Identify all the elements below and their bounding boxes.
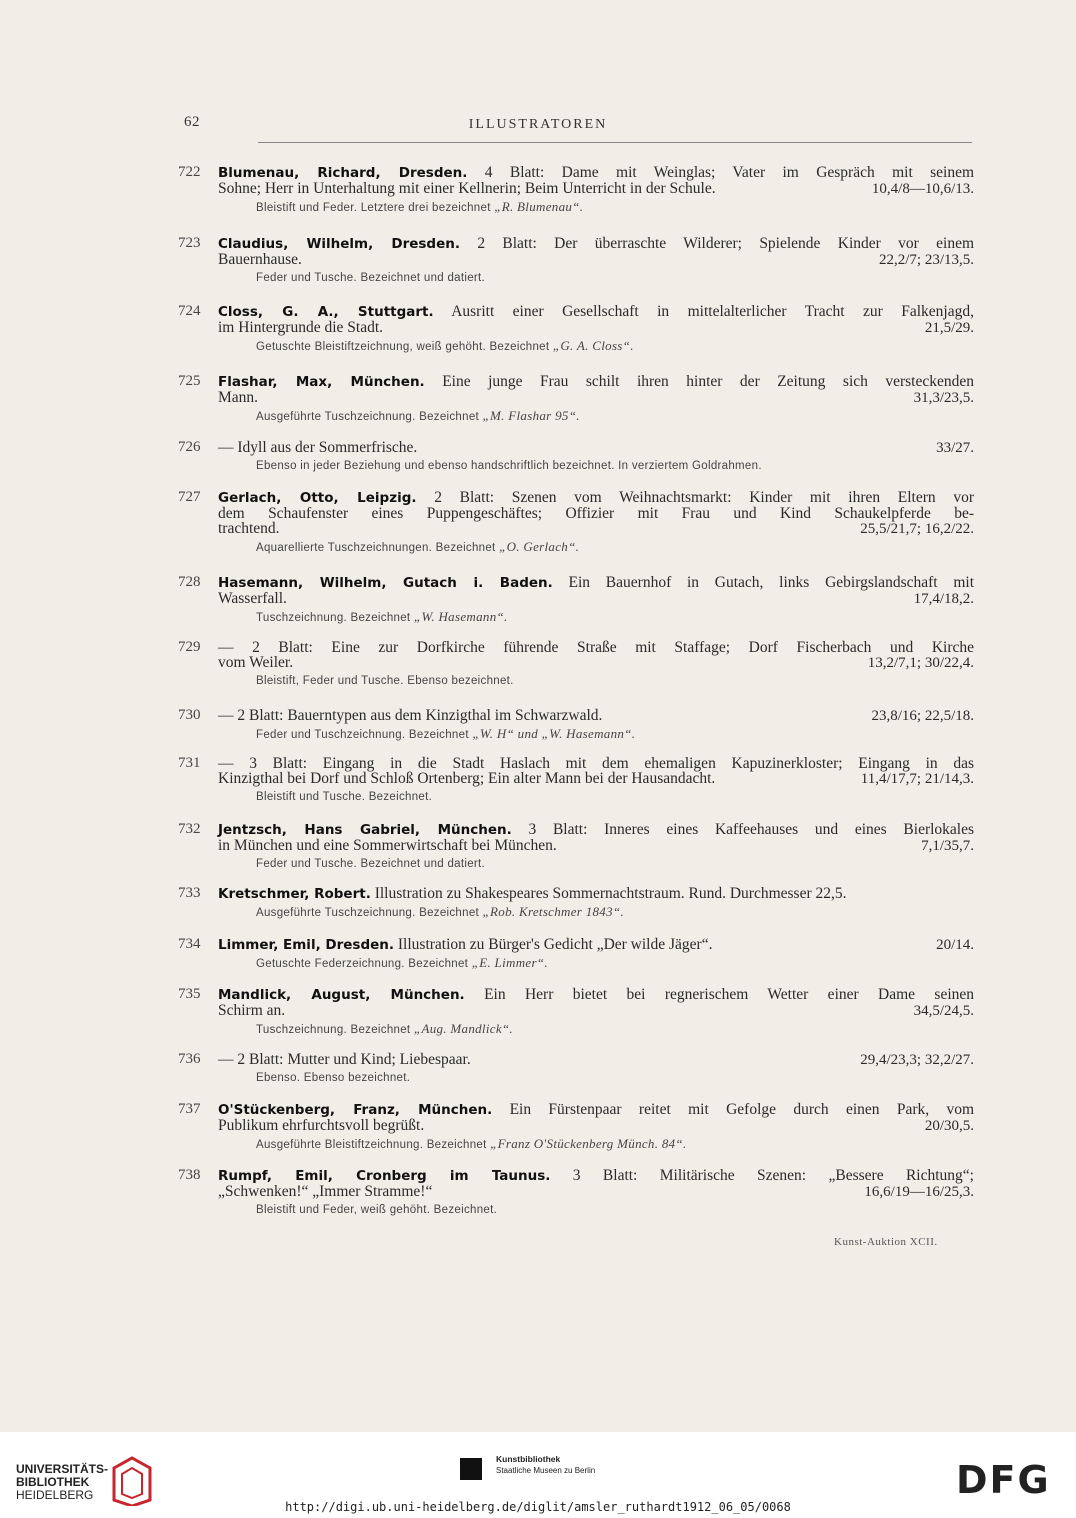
kunstbibliothek-logo-icon: [460, 1458, 482, 1480]
entry-text: [218, 655, 293, 670]
entry-text: [218, 1184, 432, 1199]
technique-note: [218, 409, 974, 424]
catalog-entry: [178, 708, 974, 742]
catalog-entry: [178, 374, 974, 424]
dimensions: 7,1/35,7.: [921, 838, 974, 854]
entry-text: [218, 1003, 285, 1018]
catalog-entry: [178, 886, 974, 920]
note-text: Ausgeführte Bleistiftzeichnung. Bezeichnet: [256, 1139, 487, 1151]
description-text: 3 Blatt: Inneres eines Kaffeehauses und eines Bierlokales: [528, 821, 975, 838]
description-text: 2 Blatt: Szenen vom Weihnachtsmarkt: Kinder mit ihren Eltern vor: [434, 489, 974, 506]
description-text: trachtend.: [218, 520, 280, 537]
entry-number: 725: [178, 373, 201, 389]
entry-line: [218, 575, 974, 591]
entry-number: 723: [178, 235, 201, 251]
entry-body: [218, 304, 974, 354]
catalog-entry: [178, 756, 974, 804]
entry-body: [218, 1168, 974, 1217]
dimensions: 20/30,5.: [924, 1118, 974, 1134]
description-text: Kinzigthal bei Dorf und Schloß Ortenberg; Ein alter Mann bei der Hausandacht.: [218, 770, 716, 787]
entry-line: [218, 181, 974, 197]
note-text: Getuschte Bleistiftzeichnung, weiß gehöht. Bezeichnet: [256, 341, 550, 353]
entry-number: 730: [178, 707, 201, 723]
entry-body: [218, 1052, 974, 1085]
artist-name: Jentzsch, Hans Gabriel, München.: [218, 822, 512, 838]
description-text: im Hintergrunde die Stadt.: [218, 319, 384, 336]
description-text: Sohne; Herr in Unterhaltung mit einer Kellnerin; Beim Unterricht in der Schule.: [218, 180, 716, 197]
dimensions: 16,6/19—16/25,3.: [864, 1184, 974, 1200]
dfg-logo[interactable]: DFG: [956, 1458, 1051, 1502]
technique-note: [218, 271, 974, 285]
signature-text: „Rob. Kretschmer 1843“.: [482, 904, 624, 919]
running-title: ILLUSTRATOREN: [468, 117, 608, 132]
description-text: in München und eine Sommerwirtschaft bei München.: [218, 837, 557, 854]
description-text: Ein Herr bietet bei regnerischem Wetter einer Dame seinen: [484, 986, 975, 1003]
entry-line: [218, 506, 974, 521]
entry-line: [218, 1102, 974, 1118]
dimensions: 29,4/23,3; 32,2/27.: [860, 1052, 974, 1068]
entry-body: [218, 822, 974, 871]
signature-text: „R. Blumenau“.: [494, 199, 584, 214]
entry-line: [218, 1052, 974, 1068]
entry-number: 722: [178, 164, 201, 180]
entry-line: [218, 1118, 974, 1134]
entry-text: [218, 303, 974, 320]
technique-note: [218, 610, 974, 625]
entry-line: [218, 252, 974, 268]
entry-body: [218, 490, 974, 555]
entry-number: 736: [178, 1051, 201, 1067]
note-text: Ausgeführte Tuschzeichnung. Bezeichnet: [256, 907, 480, 919]
library-name-line: UNIVERSITÄTS-: [16, 1462, 109, 1476]
dimensions: 10,4/8—10,6/13.: [871, 181, 974, 197]
entry-text: [218, 373, 974, 390]
description-text: — 2 Blatt: Mutter und Kind; Liebespaar.: [218, 1051, 471, 1068]
entry-line: [218, 937, 974, 953]
technique-note: [218, 956, 974, 971]
entry-text: [218, 252, 302, 267]
signature-text: „E. Limmer“.: [471, 955, 548, 970]
entry-line: [218, 708, 974, 724]
note-text: Bleistift und Tusche. Bezeichnet.: [256, 791, 433, 803]
description-text: Ausritt einer Gesellschaft in mittelalterlicher Tracht zur Falkenjagd,: [451, 303, 974, 320]
description-text: Ein Fürstenpaar reitet mit Gefolge durch einen Park, vom: [509, 1101, 975, 1118]
technique-note: [218, 1137, 974, 1152]
entry-line: [218, 655, 974, 671]
catalog-entry: [178, 1102, 974, 1152]
technique-note: [218, 790, 974, 804]
description-text: — 2 Blatt: Eine zur Dorfkirche führende Straße mit Staffage; Dorf Fischerbach und Kirche: [218, 639, 974, 656]
entry-body: [218, 1102, 974, 1152]
entry-text: [218, 986, 974, 1003]
permalink-url[interactable]: http://digi.ub.uni-heidelberg.de/diglit/amsler_ruthardt1912_06_05/0068: [285, 1500, 791, 1514]
technique-note: [218, 339, 974, 354]
entry-number: 728: [178, 574, 201, 590]
description-text: Illustration zu Bürger's Gedicht „Der wilde Jäger“.: [397, 936, 713, 953]
entry-line: [218, 987, 974, 1003]
artist-name: Limmer, Emil, Dresden.: [218, 937, 395, 953]
note-text: Bleistift, Feder und Tusche. Ebenso bezeichnet.: [256, 675, 514, 687]
entry-number: 735: [178, 986, 201, 1002]
entry-body: [218, 886, 974, 920]
artist-name: Rumpf, Emil, Cronberg im Taunus.: [218, 1168, 551, 1184]
entry-line: [218, 236, 974, 252]
dimensions: 25,5/21,7; 16,2/22.: [860, 521, 974, 537]
artist-name: Claudius, Wilhelm, Dresden.: [218, 236, 460, 252]
dimensions: 31,3/23,5.: [913, 390, 974, 406]
entry-text: [218, 505, 974, 522]
entry-text: [218, 521, 280, 536]
signature-text: „Franz O'Stückenberg Münch. 84“.: [490, 1136, 687, 1151]
description-text: — Idyll aus der Sommerfrische.: [218, 439, 418, 456]
technique-note: [218, 727, 974, 742]
technique-note: [218, 1071, 974, 1085]
entry-line: [218, 771, 974, 787]
artist-name: Blumenau, Richard, Dresden.: [218, 165, 468, 181]
artist-name: Flashar, Max, München.: [218, 374, 425, 390]
note-text: Bleistift und Feder, weiß gehöht. Bezeichnet.: [256, 1204, 498, 1216]
technique-note: [218, 459, 974, 473]
description-text: vom Weiler.: [218, 654, 294, 671]
note-text: Ebenso in jeder Beziehung und ebenso handschriftlich bezeichnet. In verziertem Goldrahmen.: [256, 460, 762, 472]
entry-number: 733: [178, 885, 201, 901]
entry-line: [218, 165, 974, 181]
dimensions: 23,8/16; 22,5/18.: [871, 708, 974, 724]
dimensions: 20/14.: [936, 937, 974, 953]
entry-text: [218, 591, 287, 606]
description-text: Illustration zu Shakespeares Sommernachtstraum. Rund. Durchmesser 22,5.: [374, 885, 847, 902]
entry-text: [218, 320, 383, 335]
description-text: dem Schaufenster eines Puppengeschäftes; Offizier mit Frau und Kind Schaukelpferde be-: [218, 505, 974, 522]
entry-line: [218, 838, 974, 854]
entry-text: [218, 1101, 974, 1118]
artist-name: Hasemann, Wilhelm, Gutach i. Baden.: [218, 575, 553, 591]
signature-mark: Kunst-Auktion XCII.: [834, 1236, 938, 1248]
catalog-entry: [178, 490, 974, 555]
description-text: 2 Blatt: Der überraschte Wilderer; Spielende Kinder vor einem: [477, 235, 975, 252]
entry-text: [218, 1167, 974, 1184]
artist-name: Kretschmer, Robert.: [218, 886, 371, 902]
description-text: — 3 Blatt: Eingang in die Stadt Haslach mit dem ehemaligen Kapuzinerkloster; Eingang in das: [218, 755, 974, 772]
entry-body: [218, 440, 974, 473]
catalog-entry: [178, 937, 974, 971]
note-text: Aquarellierte Tuschzeichnungen. Bezeichnet: [256, 542, 496, 554]
note-text: Tuschzeichnung. Bezeichnet: [256, 1024, 411, 1036]
entry-number: 727: [178, 489, 201, 505]
note-text: Ebenso. Ebenso bezeichnet.: [256, 1072, 411, 1084]
signature-text: „Aug. Mandlick“.: [413, 1021, 513, 1036]
technique-note: [218, 540, 974, 555]
entry-text: [218, 838, 557, 853]
entry-body: [218, 575, 974, 625]
entry-text: [218, 390, 258, 405]
entry-line: [218, 1184, 974, 1200]
dimensions: 21,5/29.: [924, 320, 974, 336]
technique-note: [218, 857, 974, 871]
signature-text: „M. Flashar 95“.: [482, 408, 580, 423]
signature-text: „W. Hasemann“.: [413, 609, 508, 624]
entry-text: [218, 440, 417, 455]
entry-text: [218, 489, 974, 506]
entry-line: [218, 756, 974, 771]
entry-text: [218, 181, 716, 196]
dimensions: 11,4/17,7; 21/14,3.: [860, 771, 974, 787]
entry-number: 724: [178, 303, 201, 319]
technique-note: [218, 905, 974, 920]
artist-name: Closs, G. A., Stuttgart.: [218, 304, 434, 320]
description-text: Bauernhause.: [218, 251, 302, 268]
entry-line: [218, 822, 974, 838]
note-text: Getuschte Federzeichnung. Bezeichnet: [256, 958, 469, 970]
entry-body: [218, 708, 974, 742]
entry-number: 732: [178, 821, 201, 837]
dimensions: 17,4/18,2.: [913, 591, 974, 607]
entry-text: [218, 235, 974, 252]
entry-line: [218, 521, 974, 537]
entry-line: [218, 640, 974, 655]
entry-line: [218, 374, 974, 390]
kb-subtitle: Staatliche Museen zu Berlin: [496, 1466, 596, 1475]
entry-line: [218, 1003, 974, 1019]
entry-text: [218, 708, 602, 723]
library-name-line: HEIDELBERG: [16, 1488, 94, 1502]
entry-text: [218, 639, 974, 656]
description-text: 4 Blatt: Dame mit Weinglas; Vater im Gespräch mit seinem: [484, 164, 975, 181]
note-text: Ausgeführte Tuschzeichnung. Bezeichnet: [256, 411, 480, 423]
description-text: Eine junge Frau schilt ihren hinter der Zeitung sich versteckenden: [442, 373, 975, 390]
catalog-entry: [178, 1052, 974, 1085]
catalog-entry: [178, 165, 974, 215]
technique-note: [218, 1203, 974, 1217]
catalog-entry: [178, 987, 974, 1037]
signature-text: „O. Gerlach“.: [499, 539, 580, 554]
entry-text: [218, 821, 974, 838]
dimensions: 34,5/24,5.: [913, 1003, 974, 1019]
entry-line: [218, 304, 974, 320]
catalog-entry: [178, 440, 974, 473]
entry-body: [218, 640, 974, 688]
dimensions: 13,2/7,1; 30/22,4.: [867, 655, 974, 671]
entry-number: 726: [178, 439, 201, 455]
description-text: Mann.: [218, 389, 259, 406]
description-text: Schirm an.: [218, 1002, 286, 1019]
header-rule: [258, 142, 972, 143]
entry-number: 734: [178, 936, 201, 952]
entry-body: [218, 937, 974, 971]
signature-text: „G. A. Closs“.: [552, 338, 634, 353]
technique-note: [218, 1022, 974, 1037]
entry-body: [218, 236, 974, 285]
technique-note: [218, 674, 974, 688]
entry-number: 738: [178, 1167, 201, 1183]
kb-name: Kunstbibliothek: [496, 1454, 561, 1464]
description-text: — 2 Blatt: Bauerntypen aus dem Kinzigthal im Schwarzwald.: [218, 707, 603, 724]
entry-line: [218, 320, 974, 336]
catalog-entry: [178, 1168, 974, 1217]
dimensions: 33/27.: [936, 440, 974, 456]
entry-line: [218, 490, 974, 506]
library-name-line: BIBLIOTHEK: [16, 1475, 90, 1489]
catalog-entry: [178, 822, 974, 871]
note-text: Feder und Tusche. Bezeichnet und datiert.: [256, 858, 486, 870]
entry-text: [218, 771, 715, 786]
description-text: „Schwenken!“ „Immer Stramme!“: [218, 1183, 433, 1200]
entry-line: [218, 390, 974, 406]
note-text: Tuschzeichnung. Bezeichnet: [256, 612, 411, 624]
description-text: Publikum ehrfurchtsvoll begrüßt.: [218, 1117, 425, 1134]
catalog-entry: [178, 575, 974, 625]
entry-body: [218, 165, 974, 215]
artist-name: Gerlach, Otto, Leipzig.: [218, 490, 417, 506]
entry-number: 731: [178, 755, 201, 771]
entry-text: [218, 937, 712, 953]
entry-text: [218, 574, 974, 591]
entry-text: [218, 886, 847, 902]
catalog-entry: [178, 640, 974, 688]
page-number: 62: [184, 114, 200, 130]
entry-line: [218, 886, 974, 902]
artist-name: O'Stückenberg, Franz, München.: [218, 1102, 493, 1118]
technique-note: [218, 200, 974, 215]
entry-body: [218, 987, 974, 1037]
entry-line: [218, 1168, 974, 1184]
entry-number: 729: [178, 639, 201, 655]
description-text: 3 Blatt: Militärische Szenen: „Bessere Richtung“;: [572, 1167, 974, 1184]
kunstbibliothek-logo-text[interactable]: [496, 1454, 595, 1476]
artist-name: Mandlick, August, München.: [218, 987, 465, 1003]
entry-text: [218, 1052, 471, 1067]
ub-heidelberg-logo-text[interactable]: [16, 1463, 108, 1502]
entry-number: 737: [178, 1101, 201, 1117]
note-text: Bleistift und Feder. Letztere drei bezeichnet: [256, 202, 491, 214]
description-text: Ein Bauernhof in Gutach, links Gebirgslandschaft mit: [568, 574, 974, 591]
signature-text: „W. H“ und „W. Hasemann“.: [472, 726, 636, 741]
dimensions: 22,2/7; 23/13,5.: [878, 252, 974, 268]
ub-heidelberg-emblem-icon: [110, 1450, 154, 1506]
entry-text: [218, 1118, 424, 1133]
entry-line: [218, 440, 974, 456]
entry-text: [218, 164, 974, 181]
note-text: Feder und Tusche. Bezeichnet und datiert.: [256, 272, 486, 284]
entry-body: [218, 374, 974, 424]
note-text: Feder und Tuschzeichnung. Bezeichnet: [256, 729, 469, 741]
catalog-entry: [178, 304, 974, 354]
entry-body: [218, 756, 974, 804]
entry-line: [218, 591, 974, 607]
description-text: Wasserfall.: [218, 590, 287, 607]
catalog-entry: [178, 236, 974, 285]
